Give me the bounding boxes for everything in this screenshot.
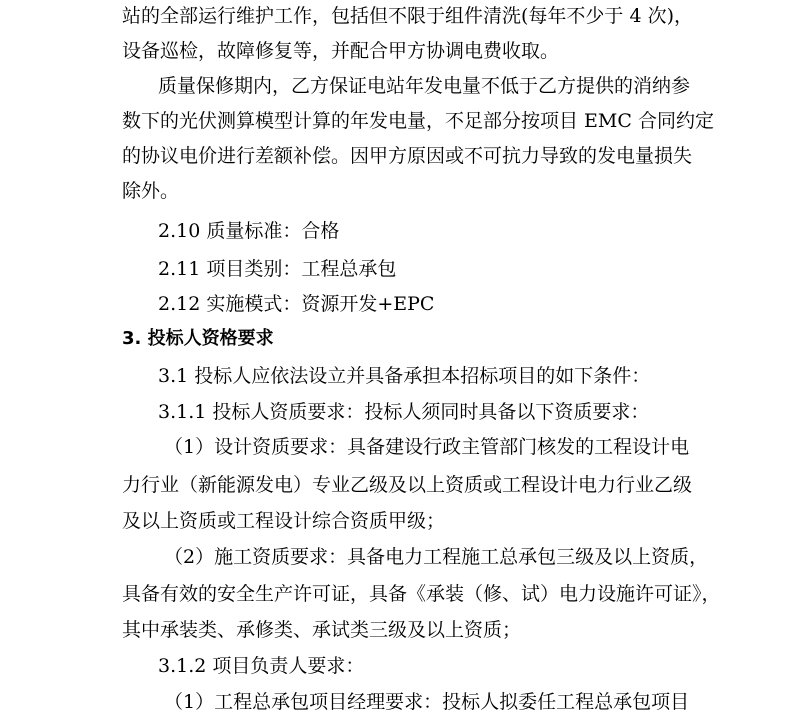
list-item: （1）工程总承包项目经理要求：投标人拟委任工程总承包项目 [164,691,690,713]
paragraph-line: 质量保修期内，乙方保证电站年发电量不低于乙方提供的消纳参 [158,75,691,97]
paragraph-line: 3.1.1 投标人资质要求：投标人须同时具备以下资质要求： [158,401,650,423]
paragraph-line: 3.1.2 项目负责人要求： [158,655,365,677]
paragraph-line: 设备巡检，故障修复等，并配合甲方协调电费收取。 [122,40,560,62]
list-item: （2）施工资质要求：具备电力工程施工总承包三级及以上资质， [164,546,709,568]
paragraph-line: 数下的光伏测算模型计算的年发电量，不足部分按项目 EMC 合同约定 [122,110,714,132]
paragraph-line: 及以上资质或工程设计综合资质甲级； [122,510,446,532]
paragraph-line: 3.1 投标人应依法设立并具备承担本招标项目的如下条件： [158,365,651,387]
section-heading: 3. 投标人资格要求 [122,328,274,349]
paragraph-line: 站的全部运行维护工作，包括但不限于组件清洗(每年不少于 4 次)， [122,5,693,27]
section-item-project-category: 2.11 项目类别：工程总承包 [158,258,397,280]
paragraph-line: 其中承装类、承修类、承试类三级及以上资质； [122,619,522,641]
paragraph-line: 具备有效的安全生产许可证，具备《承装（修、试）电力设施许可证》， [122,583,721,605]
paragraph-line: 除外。 [122,180,180,202]
paragraph-line: 力行业（新能源发电）专业乙级及以上资质或工程设计电力行业乙级 [122,474,693,496]
section-item-implementation-mode: 2.12 实施模式：资源开发+EPC [158,293,435,315]
section-item-quality-standard: 2.10 质量标准：合格 [158,220,340,242]
list-item: （1）设计资质要求：具备建设行政主管部门核发的工程设计电 [164,436,690,458]
paragraph-line: 的协议电价进行差额补偿。因甲方原因或不可抗力导致的发电量损失 [122,145,693,167]
